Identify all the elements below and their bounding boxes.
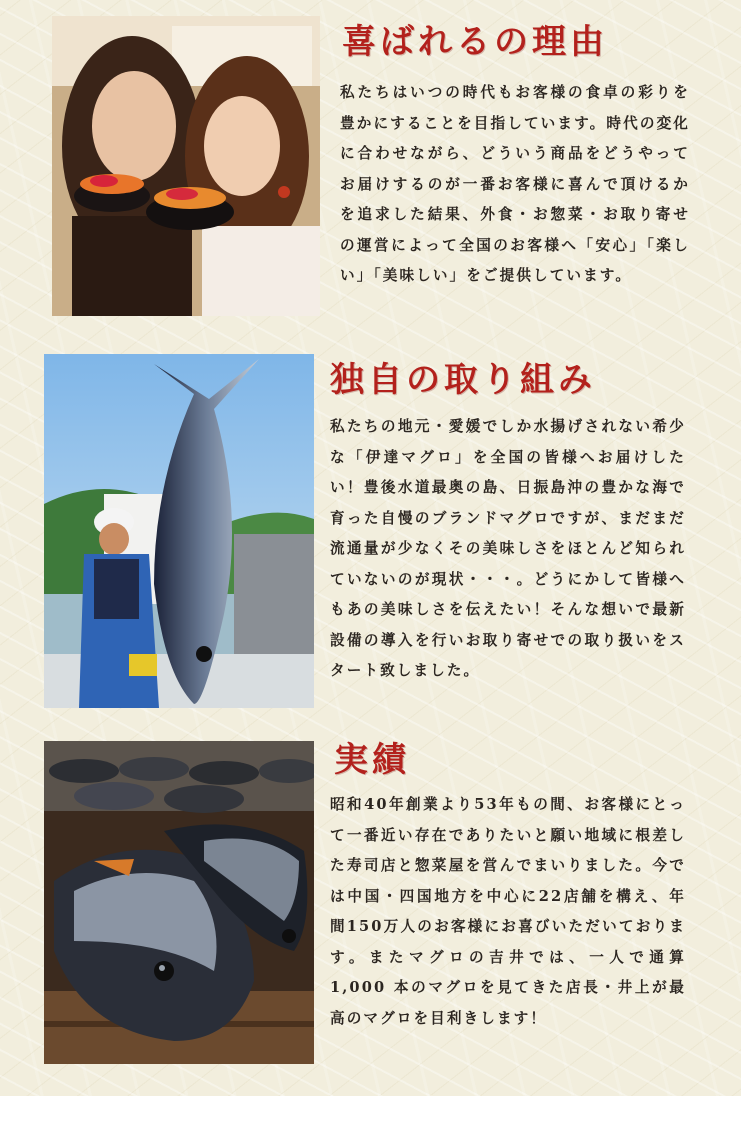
- bottom-margin: [0, 1096, 741, 1129]
- section-reasons: [0, 0, 741, 330]
- text-initiatives: 私たちの地元・愛媛でしか水揚げされない希少な「伊達マグロ」を全国の皆様へお届けしたい！豊後水道最奥の島、日振島沖の豊かな海で育った自慢のブランドマグロですが、まだまだ流通量が少なくその美味しさをほとんど知られていないのが現状・・・。どうにかして皆様へもあの美味しさを伝えたい！そんな想いで最新設備の導入を行いお取り寄せでの取り扱いをスタート致しました。: [330, 418, 686, 679]
- heading-achievements: 実績: [334, 740, 410, 780]
- text-reasons: 私たちはいつの時代もお客様の食卓の彩りを豊かにすることを目指しています。時代の変化に合わせながら、どういう商品をどうやってお届けするのが一番お客様に喜んで頂けるかを追求した結果、外食・お惣菜・お取り寄せの運営によって全国のお客様へ「安心」「楽しい」「美味しい」をご提供しています。: [340, 84, 690, 284]
- text-achievements: 昭和40年創業より53年もの間、お客様にとって一番近い存在でありたいと願い地域に根差した寿司店と惣菜屋を営んでまいりました。今では中国・四国地方を中心に22店舗を構え、年間150万人のお客様にお喜びいただいております。またマグロの吉井では、一人で通算 1,000 本のマグロを見てきた店長・井上が最高のマグロを目利きします！: [330, 796, 686, 1027]
- photo-fisherman-with-tuna: [44, 354, 314, 708]
- section-achievements: [0, 730, 741, 1096]
- heading-reasons: 喜ばれるの理由: [342, 22, 608, 62]
- section-initiatives: [0, 340, 741, 720]
- heading-initiatives: 独自の取り組み: [330, 360, 596, 400]
- photo-women-with-tuna-bowls: [52, 16, 320, 316]
- photo-tuna-market: [44, 741, 314, 1064]
